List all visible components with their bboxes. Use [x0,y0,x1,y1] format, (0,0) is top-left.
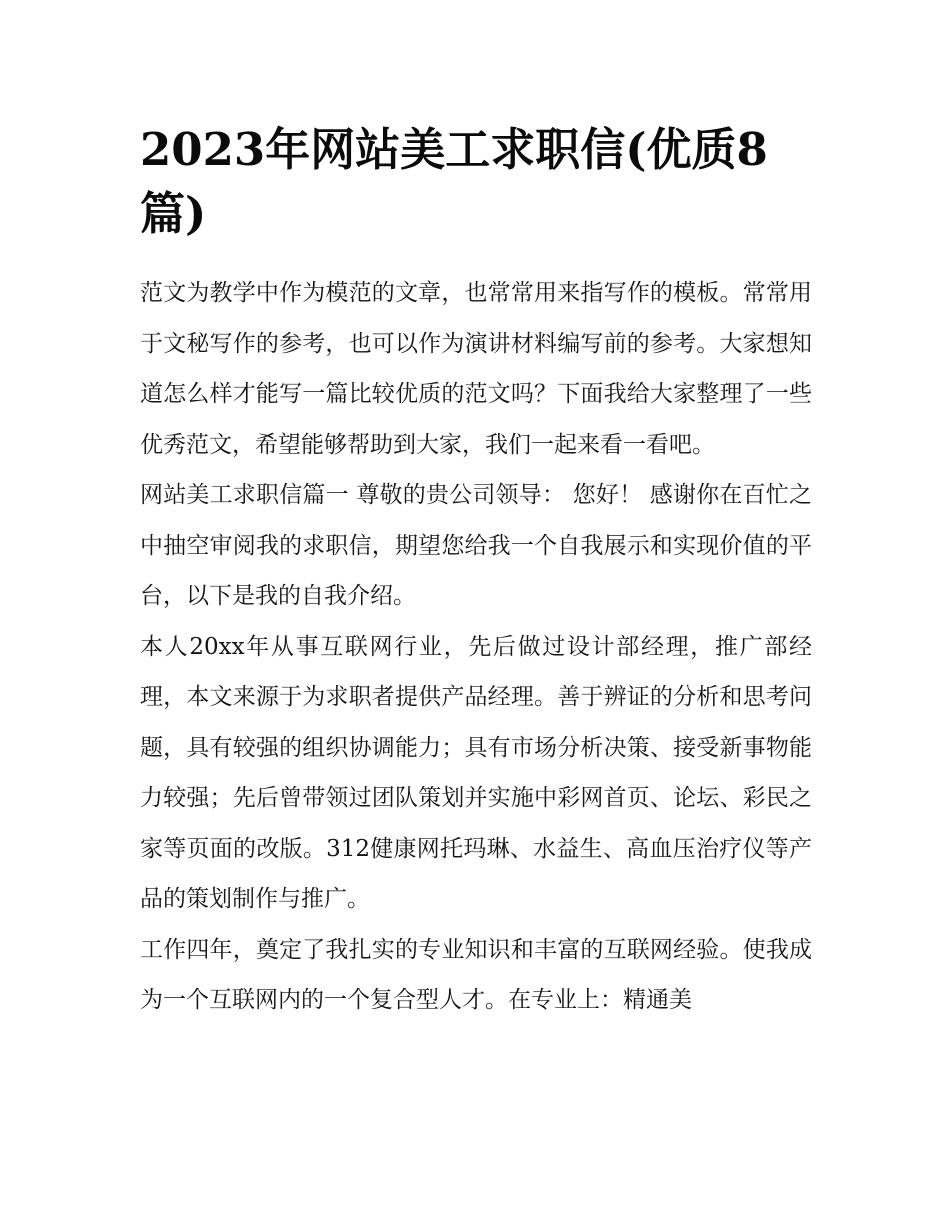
document-body [140,118,812,1026]
paragraph-skills: 工作四年，奠定了我扎实的专业知识和丰富的互联网经验。使我成为一个互联网内的一个复合型人才。在专业上：精通美 [140,936,812,1013]
paragraph-greeting: 网站美工求职信篇一 尊敬的贵公司领导： 您好！ 感谢你在百忙之中抽空审阅我的求职信，期望您给我一个自我展示和实现价值的平台，以下是我的自我介绍。 [140,482,812,609]
paragraph-experience: 本人20xx年从事互联网行业，先后做过设计部经理，推广部经理，本文来源于为求职者提供产品经理。善于辨证的分析和思考问题，具有较强的组织协调能力；具有市场分析决策、接受新事物能力较强；先后曾带领过团队策划并实施中彩网首页、论坛、彩民之家等页面的改版。312健康网托玛琳、水益生、高血压治疗仪等产品的策划制作与推广。 [140,633,812,912]
paragraph-intro: 范文为教学中作为模范的文章，也常常用来指写作的模板。常常用于文秘写作的参考，也可以作为演讲材料编写前的参考。大家想知道怎么样才能写一篇比较优质的范文吗？下面我给大家整理了一些优秀范文，希望能够帮助到大家，我们一起来看一看吧。 [140,280,812,458]
document-title: 2023年网站美工求职信(优质8篇) [140,123,768,240]
